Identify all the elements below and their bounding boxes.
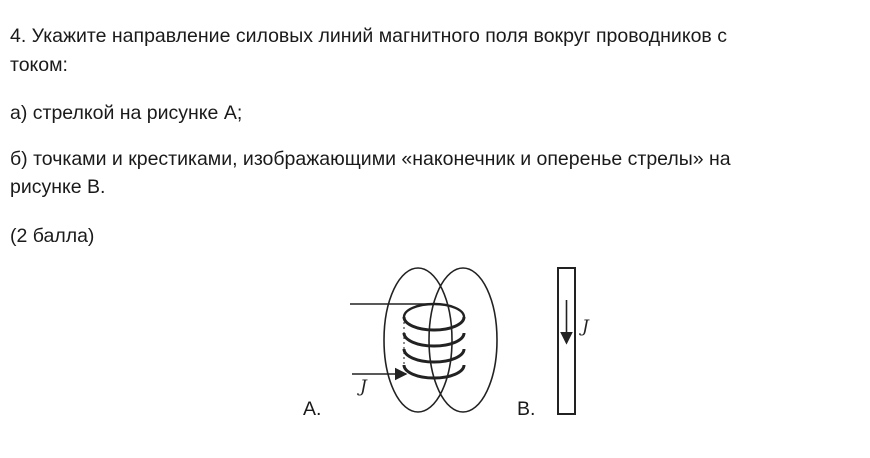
figure-b-conductor [558,268,575,414]
current-symbol-b: J [582,317,589,337]
task-points: (2 балла) [10,225,95,247]
figure-label-a: А. [303,398,322,420]
task-item-b-line-1: б) точками и крестиками, изображающими «наконечник и оперенье стрелы» на [10,148,731,170]
figure-label-b: В. [517,398,536,420]
field-line-loop-left [384,268,452,412]
task-line-1: 4. Укажите направление силовых линий магнитного поля вокруг проводников с [10,25,727,47]
coil-turns [404,304,464,378]
figure-a-coil [350,268,497,412]
field-line-loop-right [429,268,497,412]
task-line-2: током: [10,54,68,76]
current-symbol-a: J [360,377,367,397]
task-item-b-line-2: рисунке В. [10,176,106,198]
task-item-a: а) стрелкой на рисунке А; [10,102,243,124]
